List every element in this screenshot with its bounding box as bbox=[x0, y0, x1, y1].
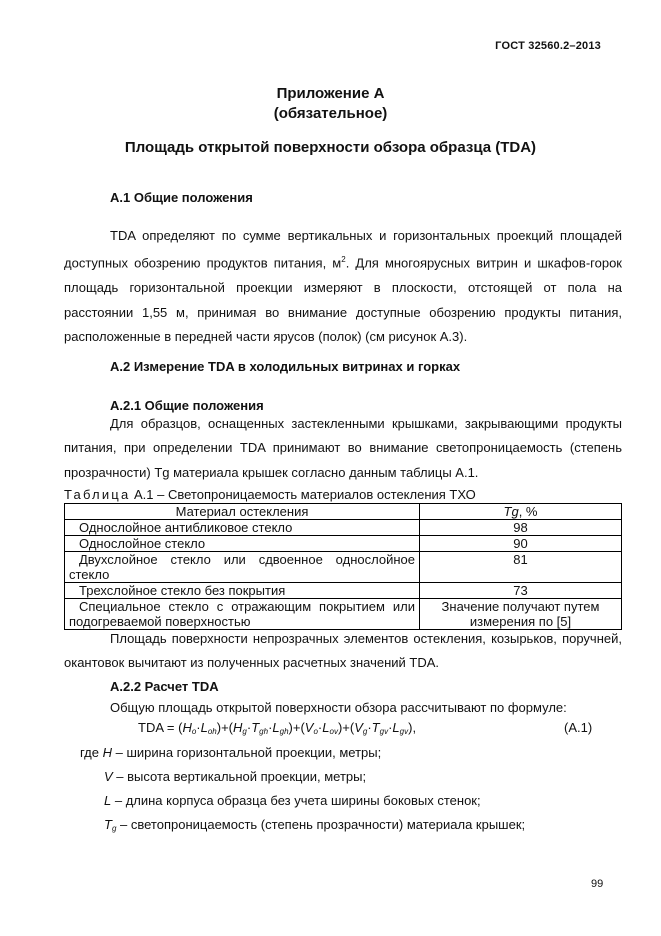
glazing-transmittance-table bbox=[64, 503, 622, 630]
annex-title: Приложение А bbox=[276, 85, 385, 102]
after-table-paragraph: Площадь поверхности непрозрачных элементов остекления, козырьков, поручней, окантовок вычитают из полученных расчетных значений TDA. bbox=[64, 631, 622, 671]
table-header-row bbox=[65, 504, 622, 520]
col-header-tg: Tg, % bbox=[420, 504, 622, 520]
section-a21-heading: А.2.1 Общие положения bbox=[110, 398, 264, 413]
cell-material: Двухслойное стекло или сдвоенное однослойное стекло bbox=[65, 552, 420, 583]
definition-tg: $T_g$ – светопроницаемость (степень прозрачности) материала крышек; bbox=[104, 817, 526, 833]
formula-intro: Общую площадь открытой поверхности обзора рассчитывают по формуле: bbox=[110, 700, 567, 715]
definition-v: V – высота вертикальной проекции, метры; bbox=[104, 769, 367, 784]
table-row bbox=[65, 599, 622, 630]
section-a2-heading: А.2 Измерение TDA в холодильных витринах и горках bbox=[110, 359, 461, 374]
cell-value: 73 bbox=[420, 583, 622, 599]
formula-number: (А.1) bbox=[564, 720, 593, 735]
table-caption: Таблица А.1 – Светопроницаемость материалов остекления ТХО bbox=[64, 487, 476, 502]
table-row bbox=[65, 552, 622, 583]
section-a1-heading: А.1 Общие положения bbox=[110, 190, 253, 205]
definition-l: L – длина корпуса образца без учета ширины боковых стенок; bbox=[104, 793, 481, 808]
cell-value: 81 bbox=[420, 552, 622, 583]
table-row bbox=[65, 536, 622, 552]
page-number: 99 bbox=[591, 878, 604, 890]
definition-h: где H – ширина горизонтальной проекции, метры; bbox=[80, 745, 382, 760]
table-row bbox=[65, 583, 622, 599]
document-code: ГОСТ 32560.2–2013 bbox=[495, 40, 601, 52]
section-a1-paragraph: TDA определяют по сумме вертикальных и горизонтальных проекций площадей доступных обозрению продуктов питания, $м^2$. Для многоярусных витрин и шкафов-горок площадь горизонтальной проекции измеряют в плоскости, отстоящей от пола на расстоянии 1,55 м, принимая во внимание доступные обозрению продукты питания, расположенные в передней части ярусов (полок) (см рисунок А.3). bbox=[64, 228, 622, 344]
annex-heading bbox=[0, 84, 661, 124]
section-a22-heading: А.2.2 Расчет TDA bbox=[110, 679, 219, 694]
col-header-material: Материал остекления bbox=[65, 504, 420, 520]
cell-material: Специальное стекло с отражающим покрытием или подогреваемой поверхностью bbox=[65, 599, 420, 630]
cell-value: 90 bbox=[420, 536, 622, 552]
annex-status: (обязательное) bbox=[273, 105, 388, 122]
cell-material: Однослойное стекло bbox=[65, 536, 420, 552]
main-title: Площадь открытой поверхности обзора образца (TDA) bbox=[124, 139, 537, 156]
cell-value: Значение получают путем измерения по [5] bbox=[420, 599, 622, 630]
section-a21-paragraph: Для образцов, оснащенных застекленными крышками, закрывающими продукты питания, при определении TDA принимают во внимание светопроницаемость (степень прозрачности) Tg материала крышек согласно данным таблицы А.1. bbox=[64, 416, 622, 480]
table-row bbox=[65, 520, 622, 536]
cell-material: Трехслойное стекло без покрытия bbox=[65, 583, 420, 599]
formula-tda: TDA = $(H_o\cdot L_{oh})+(H_g\cdot T_{gh}\cdot L_{gh})+(V_o\cdot L_{ov})+(V_g\cdot T_{gv}\cdot L_{gv})$, bbox=[138, 720, 417, 736]
cell-material: Однослойное антибликовое стекло bbox=[65, 520, 420, 536]
cell-value: 98 bbox=[420, 520, 622, 536]
